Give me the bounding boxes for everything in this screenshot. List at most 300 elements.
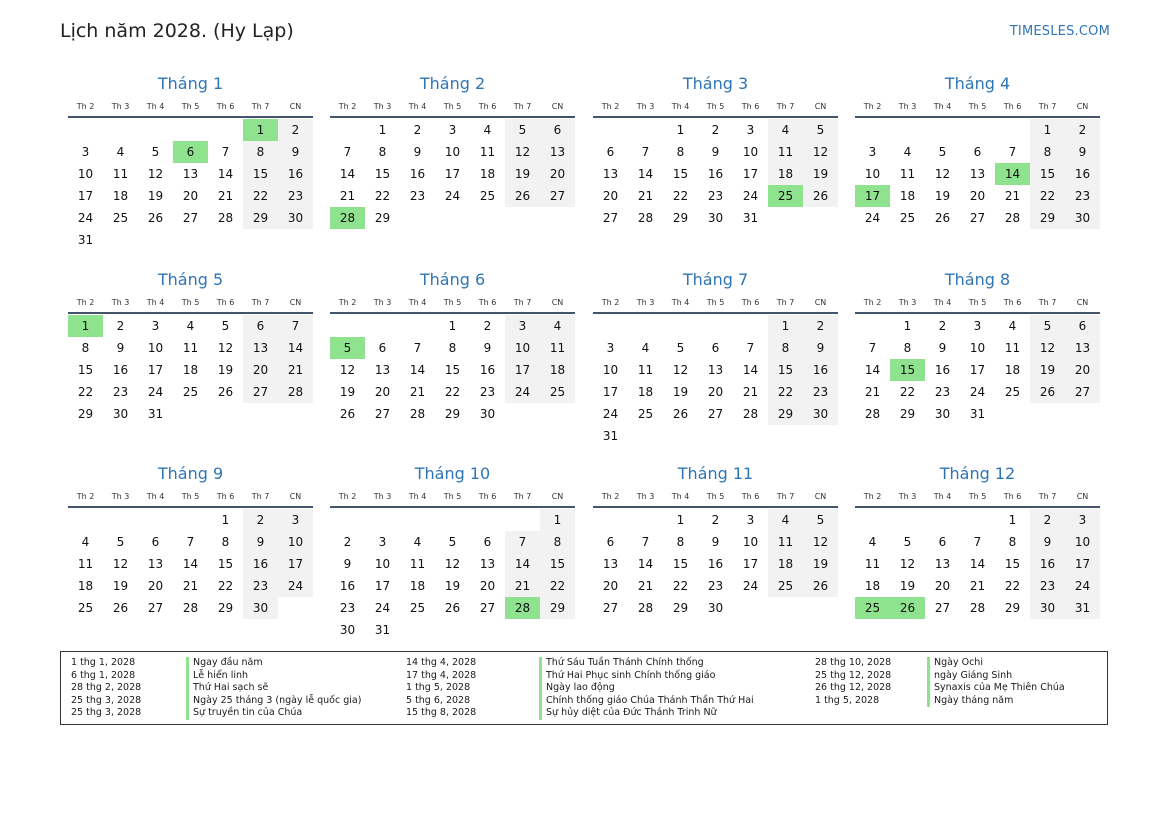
weekday-label: CN <box>289 298 302 307</box>
day-cell: 13 <box>707 363 724 377</box>
empty-cell <box>925 509 960 531</box>
empty-cell <box>470 509 505 531</box>
day-cell: 5 <box>151 145 160 159</box>
day-cell: 12 <box>934 167 951 181</box>
legend-holiday-name: Ngay đầu năm <box>186 657 361 670</box>
day-cell: 4 <box>81 535 90 549</box>
legend-holiday-name: Chính thống giáo Chúa Thánh Thần Thứ Hai <box>539 695 754 708</box>
month-3 <box>593 70 838 229</box>
weekday-label: Th 3 <box>111 102 130 111</box>
day-cell: 24 <box>505 381 540 403</box>
weekday-label: Th 7 <box>513 492 532 501</box>
day-cell: 28 <box>278 381 313 403</box>
day-cell: 18 <box>540 359 575 381</box>
weekday-label: Th 7 <box>776 298 795 307</box>
weekday-header <box>593 294 838 314</box>
empty-cell <box>400 315 435 337</box>
day-cell: 4 <box>483 123 492 137</box>
weekday-label: Th 4 <box>146 102 165 111</box>
day-cell: 14 <box>182 557 199 571</box>
day-cell: 15 <box>768 359 803 381</box>
day-cell: 25 <box>409 601 426 615</box>
day-cell: 12 <box>339 363 356 377</box>
day-cell: 18 <box>1004 363 1021 377</box>
day-cell: 11 <box>899 167 916 181</box>
weekday-label: Th 2 <box>863 298 882 307</box>
day-cell: 10 <box>969 341 986 355</box>
day-cell: 25 <box>77 601 94 615</box>
day-cell: 19 <box>147 189 164 203</box>
legend-date: 28 thg 10, 2028 <box>815 657 892 668</box>
empty-cell <box>628 315 663 337</box>
weekday-label: Th 3 <box>111 298 130 307</box>
day-cell: 27 <box>479 601 496 615</box>
empty-cell <box>593 315 628 337</box>
day-cell: 24 <box>278 575 313 597</box>
day-cell: 13 <box>182 167 199 181</box>
day-cell: 26 <box>112 601 129 615</box>
legend-names-column <box>186 657 361 720</box>
weekday-label: Th 5 <box>968 102 987 111</box>
day-cell: 22 <box>540 575 575 597</box>
day-cell: 4 <box>186 319 195 333</box>
legend-holiday-name: Ngày lao động <box>539 682 754 695</box>
weekday-label: Th 4 <box>933 102 952 111</box>
legend-holiday-name: Thứ Hai sạch sẽ <box>186 682 361 695</box>
day-cell: 28 <box>217 211 234 225</box>
month-5 <box>68 266 313 425</box>
weekday-header <box>68 98 313 118</box>
day-cell: 24 <box>147 385 164 399</box>
day-cell: 23 <box>707 189 724 203</box>
weekday-header <box>68 488 313 508</box>
day-cell: 8 <box>768 337 803 359</box>
day-cell: 17 <box>969 363 986 377</box>
day-cell: 24 <box>1065 575 1100 597</box>
day-cell: 29 <box>217 601 234 615</box>
day-cell: 4 <box>116 145 125 159</box>
weekday-label: Th 6 <box>1003 492 1022 501</box>
empty-cell <box>698 315 733 337</box>
weekday-label: Th 3 <box>898 102 917 111</box>
weekday-label: Th 3 <box>373 298 392 307</box>
day-cell: 1 <box>378 123 387 137</box>
day-cell: 30 <box>339 623 356 637</box>
day-cell: 18 <box>77 579 94 593</box>
weekday-header <box>855 488 1100 508</box>
day-cell: 17 <box>77 189 94 203</box>
day-cell: 9 <box>483 341 492 355</box>
day-cell: 10 <box>742 535 759 549</box>
day-cell: 21 <box>339 189 356 203</box>
empty-cell <box>890 119 925 141</box>
weekday-label: Th 7 <box>1038 102 1057 111</box>
empty-cell <box>365 315 400 337</box>
month-9 <box>68 460 313 619</box>
weekday-label: CN <box>289 102 302 111</box>
weekday-label: Th 3 <box>636 492 655 501</box>
day-cell: 6 <box>606 145 615 159</box>
day-cell: 6 <box>1065 315 1100 337</box>
empty-cell <box>208 119 243 141</box>
legend-holiday-name: ngày Giáng Sinh <box>927 670 1065 683</box>
day-cell: 11 <box>479 145 496 159</box>
weekday-label: Th 6 <box>478 298 497 307</box>
day-cell: 1 <box>540 509 575 531</box>
weekday-label: Th 4 <box>671 298 690 307</box>
day-cell: 3 <box>746 123 755 137</box>
empty-cell <box>138 119 173 141</box>
month-12 <box>855 460 1100 619</box>
day-cell: 13 <box>479 557 496 571</box>
day-cell: 19 <box>1030 359 1065 381</box>
site-link[interactable]: TIMESLES.COM <box>1009 24 1110 39</box>
day-cell: 24 <box>742 189 759 203</box>
weekday-label: Th 3 <box>373 102 392 111</box>
day-cell: 29 <box>1004 601 1021 615</box>
holiday-day-cell: 5 <box>330 337 365 359</box>
legend-date: 25 thg 12, 2028 <box>815 669 892 681</box>
day-cell: 17 <box>742 167 759 181</box>
day-cell: 4 <box>641 341 650 355</box>
holiday-day-cell: 6 <box>173 141 208 163</box>
month-title: Tháng 9 <box>157 464 224 483</box>
day-cell: 23 <box>278 185 313 207</box>
day-cell: 17 <box>1065 553 1100 575</box>
weekday-label: Th 4 <box>933 492 952 501</box>
day-cell: 23 <box>479 385 496 399</box>
month-11 <box>593 460 838 619</box>
day-cell: 15 <box>1030 163 1065 185</box>
day-cell: 8 <box>378 145 387 159</box>
legend-date: 5 thg 6, 2028 <box>406 694 471 706</box>
day-cell: 6 <box>483 535 492 549</box>
day-cell: 10 <box>742 145 759 159</box>
legend-holiday-name: Synaxis của Mẹ Thiên Chúa <box>927 682 1065 695</box>
day-cell: 28 <box>864 407 881 421</box>
empty-cell <box>68 119 103 141</box>
day-cell: 8 <box>540 531 575 553</box>
day-cell: 15 <box>374 167 391 181</box>
month-title: Tháng 2 <box>419 74 486 93</box>
day-cell: 6 <box>973 145 982 159</box>
day-cell: 29 <box>77 407 94 421</box>
weekday-label: Th 2 <box>76 298 95 307</box>
weekday-label: Th 5 <box>443 492 462 501</box>
weekday-label: Th 5 <box>706 102 725 111</box>
day-cell: 26 <box>803 575 838 597</box>
day-cell: 16 <box>1065 163 1100 185</box>
holiday-day-cell: 28 <box>330 207 365 229</box>
empty-cell <box>330 119 365 141</box>
day-cell: 29 <box>768 403 803 425</box>
holiday-day-cell: 14 <box>995 163 1030 185</box>
day-cell: 11 <box>768 141 803 163</box>
day-grid <box>68 508 313 619</box>
holiday-legend <box>60 651 1108 725</box>
day-cell: 27 <box>1065 381 1100 403</box>
day-cell: 19 <box>505 163 540 185</box>
day-cell: 28 <box>742 407 759 421</box>
month-title: Tháng 11 <box>677 464 754 483</box>
empty-cell <box>855 509 890 531</box>
day-cell: 15 <box>672 167 689 181</box>
month-title: Tháng 8 <box>944 270 1011 289</box>
day-cell: 18 <box>899 189 916 203</box>
day-cell: 8 <box>448 341 457 355</box>
day-cell: 30 <box>934 407 951 421</box>
day-cell: 21 <box>969 579 986 593</box>
weekday-label: Th 3 <box>373 492 392 501</box>
month-6 <box>330 266 575 425</box>
month-title: Tháng 12 <box>939 464 1016 483</box>
day-cell: 31 <box>374 623 391 637</box>
day-cell: 6 <box>378 341 387 355</box>
day-cell: 12 <box>899 557 916 571</box>
day-cell: 19 <box>339 385 356 399</box>
day-cell: 6 <box>711 341 720 355</box>
day-cell: 18 <box>479 167 496 181</box>
day-cell: 9 <box>938 341 947 355</box>
day-cell: 30 <box>1065 207 1100 229</box>
empty-cell <box>435 509 470 531</box>
day-cell: 16 <box>1030 553 1065 575</box>
day-cell: 11 <box>540 337 575 359</box>
day-cell: 21 <box>637 579 654 593</box>
legend-date: 25 thg 3, 2028 <box>71 707 142 719</box>
empty-cell <box>138 509 173 531</box>
month-4 <box>855 70 1100 229</box>
day-cell: 14 <box>278 337 313 359</box>
day-cell: 29 <box>243 207 278 229</box>
empty-cell <box>505 509 540 531</box>
day-cell: 25 <box>182 385 199 399</box>
day-cell: 18 <box>409 579 426 593</box>
day-cell: 5 <box>803 119 838 141</box>
month-title: Tháng 4 <box>944 74 1011 93</box>
weekday-label: CN <box>814 492 827 501</box>
weekday-label: Th 5 <box>443 102 462 111</box>
weekday-label: Th 4 <box>408 492 427 501</box>
month-8 <box>855 266 1100 425</box>
day-cell: 6 <box>243 315 278 337</box>
day-cell: 18 <box>182 363 199 377</box>
legend-date: 28 thg 2, 2028 <box>71 682 142 694</box>
weekday-label: Th 7 <box>513 298 532 307</box>
day-cell: 7 <box>641 145 650 159</box>
day-cell: 29 <box>540 597 575 619</box>
day-cell: 16 <box>278 163 313 185</box>
empty-cell <box>68 509 103 531</box>
empty-cell <box>960 119 995 141</box>
day-cell: 16 <box>112 363 129 377</box>
day-cell: 24 <box>602 407 619 421</box>
weekday-label: Th 4 <box>146 298 165 307</box>
day-cell: 8 <box>221 535 230 549</box>
day-cell: 14 <box>969 557 986 571</box>
day-cell: 30 <box>1030 597 1065 619</box>
holiday-day-cell: 25 <box>768 185 803 207</box>
day-cell: 8 <box>903 341 912 355</box>
day-cell: 3 <box>973 319 982 333</box>
weekday-label: Th 5 <box>181 298 200 307</box>
weekday-label: Th 5 <box>706 492 725 501</box>
day-cell: 19 <box>672 385 689 399</box>
day-cell: 21 <box>637 189 654 203</box>
day-cell: 10 <box>77 167 94 181</box>
legend-holiday-name: Thứ Sáu Tuần Thánh Chính thống <box>539 657 754 670</box>
weekday-label: Th 5 <box>181 492 200 501</box>
day-cell: 9 <box>413 145 422 159</box>
day-cell: 26 <box>339 407 356 421</box>
day-cell: 17 <box>602 385 619 399</box>
empty-cell <box>733 315 768 337</box>
day-cell: 9 <box>343 557 352 571</box>
day-cell: 22 <box>1004 579 1021 593</box>
day-cell: 14 <box>637 557 654 571</box>
day-cell: 13 <box>1065 337 1100 359</box>
day-cell: 28 <box>969 601 986 615</box>
day-cell: 6 <box>151 535 160 549</box>
day-cell: 8 <box>81 341 90 355</box>
day-cell: 12 <box>1030 337 1065 359</box>
day-cell: 20 <box>1065 359 1100 381</box>
day-cell: 17 <box>444 167 461 181</box>
day-cell: 9 <box>803 337 838 359</box>
day-cell: 7 <box>186 535 195 549</box>
day-cell: 10 <box>602 363 619 377</box>
empty-cell <box>330 315 365 337</box>
legend-holiday-name: Ngày tháng năm <box>927 695 1065 708</box>
day-cell: 30 <box>479 407 496 421</box>
day-cell: 29 <box>1030 207 1065 229</box>
day-cell: 18 <box>112 189 129 203</box>
day-cell: 4 <box>540 315 575 337</box>
day-cell: 21 <box>505 575 540 597</box>
day-cell: 20 <box>602 189 619 203</box>
empty-cell <box>103 509 138 531</box>
legend-date: 1 thg 5, 2028 <box>815 694 880 706</box>
day-cell: 25 <box>768 575 803 597</box>
day-cell: 26 <box>147 211 164 225</box>
weekday-header <box>593 488 838 508</box>
weekday-label: Th 2 <box>338 492 357 501</box>
day-cell: 4 <box>903 145 912 159</box>
holiday-day-cell: 17 <box>855 185 890 207</box>
day-cell: 8 <box>1008 535 1017 549</box>
day-grid <box>593 118 838 229</box>
empty-cell <box>330 509 365 531</box>
day-cell: 25 <box>637 407 654 421</box>
day-cell: 12 <box>444 557 461 571</box>
day-cell: 24 <box>374 601 391 615</box>
legend-dates-column <box>406 657 476 720</box>
day-cell: 16 <box>934 363 951 377</box>
day-cell: 2 <box>1065 119 1100 141</box>
weekday-label: Th 4 <box>671 492 690 501</box>
day-cell: 5 <box>116 535 125 549</box>
day-cell: 10 <box>374 557 391 571</box>
day-cell: 30 <box>803 403 838 425</box>
day-cell: 13 <box>969 167 986 181</box>
day-cell: 22 <box>899 385 916 399</box>
day-cell: 29 <box>374 211 391 225</box>
month-title: Tháng 6 <box>419 270 486 289</box>
day-cell: 23 <box>112 385 129 399</box>
day-cell: 31 <box>969 407 986 421</box>
day-cell: 1 <box>676 123 685 137</box>
day-cell: 14 <box>637 167 654 181</box>
day-cell: 9 <box>711 535 720 549</box>
weekday-label: Th 2 <box>338 298 357 307</box>
empty-cell <box>995 119 1030 141</box>
day-cell: 8 <box>676 145 685 159</box>
day-cell: 22 <box>77 385 94 399</box>
day-grid <box>68 118 313 251</box>
day-cell: 9 <box>278 141 313 163</box>
day-cell: 7 <box>973 535 982 549</box>
day-cell: 13 <box>934 557 951 571</box>
day-cell: 9 <box>711 145 720 159</box>
month-title: Tháng 1 <box>157 74 224 93</box>
legend-date: 6 thg 1, 2028 <box>71 669 136 681</box>
weekday-label: CN <box>1076 492 1089 501</box>
day-cell: 27 <box>602 211 619 225</box>
weekday-header <box>855 294 1100 314</box>
weekday-label: CN <box>551 298 564 307</box>
legend-names-column <box>927 657 1065 707</box>
day-cell: 11 <box>182 341 199 355</box>
legend-dates-column <box>71 657 141 720</box>
day-cell: 30 <box>707 601 724 615</box>
weekday-label: Th 7 <box>1038 492 1057 501</box>
empty-cell <box>663 315 698 337</box>
weekday-label: CN <box>814 102 827 111</box>
legend-date: 26 thg 12, 2028 <box>815 682 892 694</box>
weekday-label: Th 2 <box>601 492 620 501</box>
day-cell: 25 <box>899 211 916 225</box>
day-cell: 3 <box>81 145 90 159</box>
day-cell: 23 <box>707 579 724 593</box>
day-cell: 22 <box>1030 185 1065 207</box>
day-cell: 3 <box>606 341 615 355</box>
day-cell: 17 <box>147 363 164 377</box>
day-cell: 3 <box>1065 509 1100 531</box>
weekday-label: Th 4 <box>408 102 427 111</box>
day-cell: 14 <box>217 167 234 181</box>
day-cell: 2 <box>343 535 352 549</box>
weekday-label: CN <box>814 298 827 307</box>
weekday-label: Th 7 <box>251 298 270 307</box>
weekday-label: Th 7 <box>251 102 270 111</box>
day-cell: 22 <box>768 381 803 403</box>
weekday-label: CN <box>551 102 564 111</box>
weekday-label: Th 5 <box>181 102 200 111</box>
day-cell: 21 <box>217 189 234 203</box>
day-cell: 7 <box>641 535 650 549</box>
day-cell: 23 <box>409 189 426 203</box>
day-cell: 31 <box>602 429 619 443</box>
weekday-label: Th 2 <box>76 102 95 111</box>
weekday-label: Th 3 <box>636 298 655 307</box>
weekday-header <box>68 294 313 314</box>
day-cell: 13 <box>374 363 391 377</box>
legend-date: 1 thg 5, 2028 <box>406 682 471 694</box>
day-cell: 7 <box>413 341 422 355</box>
weekday-header <box>855 98 1100 118</box>
weekday-label: Th 7 <box>251 492 270 501</box>
day-cell: 7 <box>343 145 352 159</box>
